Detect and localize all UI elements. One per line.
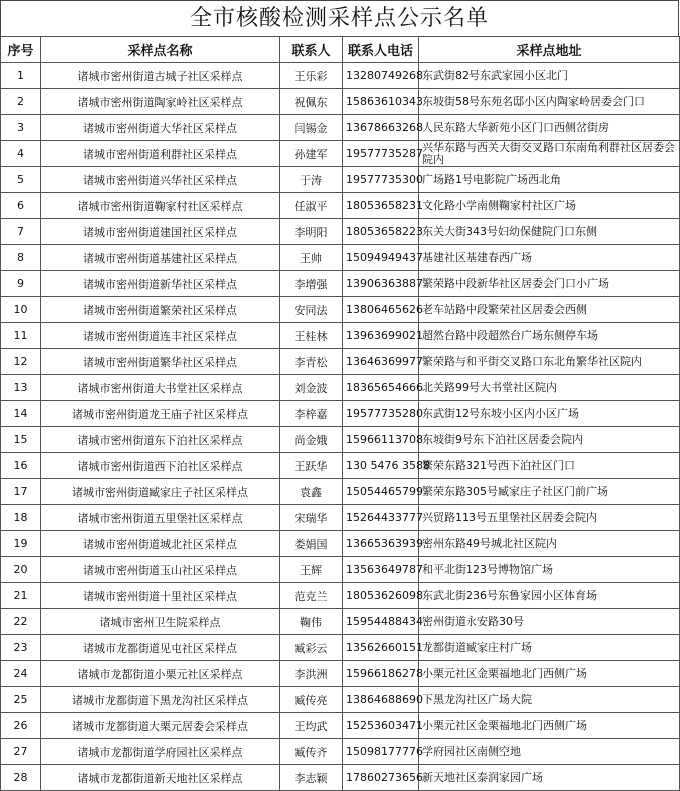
table-row [1,609,680,635]
row-number: 15 [1,427,41,453]
contact-person: 祝佩东 [280,89,343,115]
contact-phone: 13906363887 [343,271,419,297]
contact-phone: 18053626098 [343,583,419,609]
contact-person: 王帅 [280,245,343,271]
row-number: 14 [1,401,41,427]
row-number: 18 [1,505,41,531]
contact-person: 闫锡金 [280,115,343,141]
contact-person: 李增强 [280,271,343,297]
site-name: 诸城市密州街道大华社区采样点 [41,115,280,141]
row-number: 16 [1,453,41,479]
site-address: 老车站路中段繁荣社区居委会西侧 [419,297,680,323]
row-number: 24 [1,661,41,687]
site-name: 诸城市密州街道臧家庄子社区采样点 [41,479,280,505]
table-row [1,245,680,271]
site-name: 诸城市龙都街道新天地社区采样点 [41,765,280,791]
table-row [1,89,680,115]
row-number: 19 [1,531,41,557]
table-row [1,505,680,531]
contact-person: 臧传齐 [280,739,343,765]
contact-phone: 15954488434 [343,609,419,635]
site-name: 诸城市密州街道基建社区采样点 [41,245,280,271]
contact-phone: 15098177776 [343,739,419,765]
row-number: 4 [1,141,41,167]
row-number: 12 [1,349,41,375]
row-number: 17 [1,479,41,505]
row-number: 20 [1,557,41,583]
site-name: 诸城市密州街道利群社区采样点 [41,141,280,167]
table-row [1,167,680,193]
site-address: 东武街82号东武家园小区北门 [419,63,680,89]
contact-phone: 15966186278 [343,661,419,687]
site-address: 东关大街343号妇幼保健院门口东侧 [419,219,680,245]
contact-phone: 15094949437 [343,245,419,271]
site-name: 诸城市密州街道古城子社区采样点 [41,63,280,89]
site-address: 广场路1号电影院广场西北角 [419,167,680,193]
contact-person: 王桂林 [280,323,343,349]
table-row [1,453,680,479]
site-address: 东坡街9号东下泊社区居委会院内 [419,427,680,453]
row-number: 21 [1,583,41,609]
row-number: 2 [1,89,41,115]
site-address: 和平北街123号博物馆广场 [419,557,680,583]
site-name: 诸城市密州卫生院采样点 [41,609,280,635]
contact-person: 李梓嘉 [280,401,343,427]
site-name: 诸城市密州街道五里堡社区采样点 [41,505,280,531]
contact-person: 李志颖 [280,765,343,791]
contact-person: 尚金娥 [280,427,343,453]
site-name: 诸城市密州街道陶家岭社区采样点 [41,89,280,115]
site-address: 兴贸路113号五里堡社区居委会院内 [419,505,680,531]
site-name: 诸城市密州街道繁荣社区采样点 [41,297,280,323]
table-row [1,349,680,375]
row-number: 26 [1,713,41,739]
contact-person: 王乐彩 [280,63,343,89]
site-name: 诸城市龙都街道学府园社区采样点 [41,739,280,765]
site-name: 诸城市密州街道大书堂社区采样点 [41,375,280,401]
site-address: 兴华东路与西关大街交叉路口东南角利群社区居委会院内 [419,141,680,167]
contact-person: 于涛 [280,167,343,193]
contact-phone: 13563649787 [343,557,419,583]
site-address: 繁荣东路305号臧家庄子社区门前广场 [419,479,680,505]
contact-person: 鞠伟 [280,609,343,635]
row-number: 7 [1,219,41,245]
row-number: 8 [1,245,41,271]
contact-person: 宋瑞华 [280,505,343,531]
contact-person: 臧彩云 [280,635,343,661]
contact-person: 安同法 [280,297,343,323]
row-number: 22 [1,609,41,635]
contact-person: 范克兰 [280,583,343,609]
table-row [1,401,680,427]
contact-person: 李明阳 [280,219,343,245]
site-name: 诸城市密州街道东下泊社区采样点 [41,427,280,453]
site-address: 繁荣路中段新华社区居委会门口小广场 [419,271,680,297]
site-name: 诸城市密州街道城北社区采样点 [41,531,280,557]
contact-person: 刘金波 [280,375,343,401]
site-address: 基建社区基建春西广场 [419,245,680,271]
site-name: 诸城市密州街道西下泊社区采样点 [41,453,280,479]
contact-phone: 15264433777 [343,505,419,531]
contact-person: 李洪洲 [280,661,343,687]
site-name: 诸城市密州街道繁华社区采样点 [41,349,280,375]
contact-person: 袁鑫 [280,479,343,505]
sampling-sites-table [0,36,680,791]
row-number: 28 [1,765,41,791]
table-row [1,427,680,453]
contact-person: 李青松 [280,349,343,375]
site-address: 密州东路49号城北社区院内 [419,531,680,557]
contact-phone: 19577735280 [343,401,419,427]
table-row [1,765,680,791]
table-row [1,557,680,583]
header-contact: 联系人 [280,37,343,63]
contact-person: 任淑平 [280,193,343,219]
site-address: 小栗元社区金栗福地北门西侧广场 [419,661,680,687]
site-name: 诸城市密州街道鞠家村社区采样点 [41,193,280,219]
contact-person: 孙建军 [280,141,343,167]
site-address: 下黑龙沟社区广场大院 [419,687,680,713]
table-row [1,323,680,349]
contact-phone: 18053658223 [343,219,419,245]
site-name: 诸城市密州街道兴华社区采样点 [41,167,280,193]
table-header-row [1,37,680,63]
site-address: 新天地社区泰润家园广场 [419,765,680,791]
site-address: 文化路小学南侧鞠家村社区广场 [419,193,680,219]
table-row [1,375,680,401]
table-row [1,583,680,609]
row-number: 23 [1,635,41,661]
row-number: 6 [1,193,41,219]
contact-phone: 13678663268 [343,115,419,141]
header-site-name: 采样点名称 [41,37,280,63]
site-name: 诸城市龙都街道小栗元社区采样点 [41,661,280,687]
site-address: 东武街12号东坡小区内小区广场 [419,401,680,427]
table-row [1,635,680,661]
table-row [1,115,680,141]
table-row [1,739,680,765]
table-row [1,63,680,89]
table-row [1,271,680,297]
site-name: 诸城市龙都街道大栗元居委会采样点 [41,713,280,739]
site-name: 诸城市密州街道龙王庙子社区采样点 [41,401,280,427]
contact-phone: 19577735300 [343,167,419,193]
header-address: 采样点地址 [419,37,680,63]
contact-phone: 13864688690 [343,687,419,713]
contact-person: 娄娟国 [280,531,343,557]
site-address: 东坡街58号东苑名邸小区内陶家岭居委会门口 [419,89,680,115]
page-title: 全市核酸检测采样点公示名单 [0,0,679,36]
contact-phone: 19577735287 [343,141,419,167]
site-name: 诸城市密州街道建国社区采样点 [41,219,280,245]
site-address: 龙都街道臧家庄村广场 [419,635,680,661]
row-number: 5 [1,167,41,193]
site-address: 东武北街236号东鲁家园小区体育场 [419,583,680,609]
contact-phone: 13646369977 [343,349,419,375]
table-row [1,661,680,687]
contact-phone: 15966113708 [343,427,419,453]
table-row [1,297,680,323]
contact-phone: 18365654666 [343,375,419,401]
site-name: 诸城市密州街道十里社区采样点 [41,583,280,609]
table-row [1,219,680,245]
site-name: 诸城市密州街道玉山社区采样点 [41,557,280,583]
site-address: 人民东路大华新苑小区门口西侧岔街房 [419,115,680,141]
table-row [1,531,680,557]
contact-phone: 13665363939 [343,531,419,557]
site-address: 学府园社区南侧空地 [419,739,680,765]
contact-phone: 13562660151 [343,635,419,661]
contact-phone: 17860273656 [343,765,419,791]
site-name: 诸城市密州街道新华社区采样点 [41,271,280,297]
site-name: 诸城市密州街道连丰社区采样点 [41,323,280,349]
contact-phone: 13806465626 [343,297,419,323]
table-row [1,193,680,219]
site-name: 诸城市龙都街道下黑龙沟社区采样点 [41,687,280,713]
contact-person: 王均武 [280,713,343,739]
contact-phone: 15253603471 [343,713,419,739]
table-row [1,687,680,713]
contact-phone: 18053658231 [343,193,419,219]
contact-person: 王跃华 [280,453,343,479]
site-address: 繁荣东路321号西下泊社区门口 [419,453,680,479]
row-number: 10 [1,297,41,323]
table-row [1,479,680,505]
site-address: 繁荣路与和平街交叉路口东北角繁华社区院内 [419,349,680,375]
site-name: 诸城市龙都街道见屯社区采样点 [41,635,280,661]
contact-phone: 15863610343 [343,89,419,115]
row-number: 27 [1,739,41,765]
row-number: 13 [1,375,41,401]
row-number: 11 [1,323,41,349]
row-number: 9 [1,271,41,297]
site-address: 小栗元社区金栗福地北门西侧广场 [419,713,680,739]
contact-person: 王辉 [280,557,343,583]
site-address: 超然台路中段超然台广场东侧停车场 [419,323,680,349]
table-row [1,713,680,739]
contact-phone: 130 5476 3588 [343,453,419,479]
row-number: 3 [1,115,41,141]
site-address: 密州街道永安路30号 [419,609,680,635]
row-number: 1 [1,63,41,89]
contact-person: 臧传亮 [280,687,343,713]
contact-phone: 15054465799 [343,479,419,505]
contact-phone: 13280749268 [343,63,419,89]
site-address: 北关路99号大书堂社区院内 [419,375,680,401]
header-number: 序号 [1,37,41,63]
contact-phone: 13963699021 [343,323,419,349]
table-row [1,141,680,167]
row-number: 25 [1,687,41,713]
header-phone: 联系人电话 [343,37,419,63]
